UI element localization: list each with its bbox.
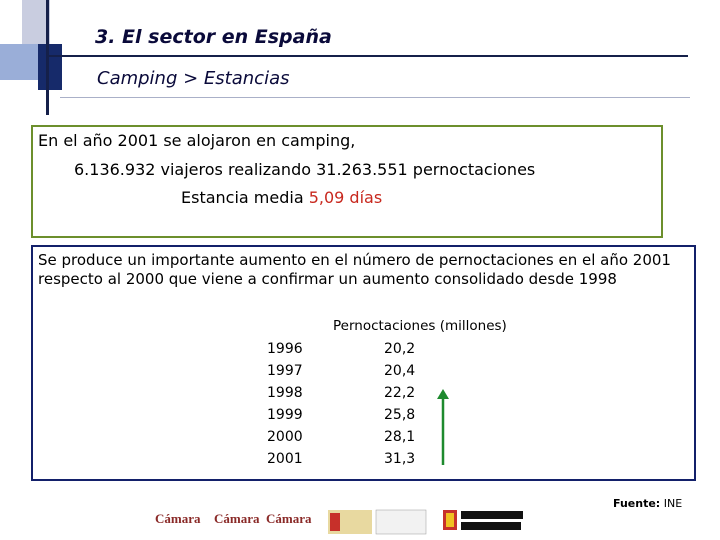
row-value: 25,8 [384,407,416,423]
row-year: 1997 [267,363,303,379]
page-subtitle: Camping > Estancias [97,68,290,89]
table-heading [333,318,507,334]
table-heading-unit: (millones) [435,318,507,334]
row-value: 20,4 [384,363,416,379]
row-year: 2001 [267,451,303,467]
header-rule [48,55,688,57]
source-value: INE [660,497,683,510]
sponsor-logos [150,505,540,539]
row-year: 1998 [267,385,303,401]
row-year: 1996 [267,341,303,357]
ministerio-logo [328,510,426,534]
row-value: 28,1 [384,429,416,445]
summary-box [31,125,663,238]
row-value: 20,2 [384,341,416,357]
page-title: 3. El sector en España [95,26,332,48]
source-label: Fuente: [613,497,661,510]
average-stay-label: Estancia media [181,188,309,207]
subheader-rule [60,97,690,98]
table-heading-label: Pernoctaciones [333,318,436,334]
average-stay-value: 5,09 días [308,188,383,207]
summary-line-3 [181,188,382,207]
summary-line-1: En el año 2001 se alojaron en camping, [38,131,356,150]
row-value: 22,2 [384,385,416,401]
detail-paragraph: Se produce un importante aumento en el número de pernoctaciones en el año 2001 respecto al 2000 que viene a confirmar un aumento consolidado desde 1998 [38,251,671,288]
gobierno-aragon-logo [443,510,523,530]
camara-logo [155,511,312,526]
svg-text:Cámara: Cámara [214,511,260,526]
source-note [613,497,682,510]
up-arrow-icon [436,389,450,467]
svg-text:Cámara: Cámara [266,511,312,526]
summary-line-2: 6.136.932 viajeros realizando 31.263.551 pernoctaciones [74,160,536,179]
row-year: 1999 [267,407,303,423]
row-year: 2000 [267,429,303,445]
row-value: 31,3 [384,451,416,467]
detail-box [31,245,696,481]
svg-text:Cámara: Cámara [155,511,201,526]
